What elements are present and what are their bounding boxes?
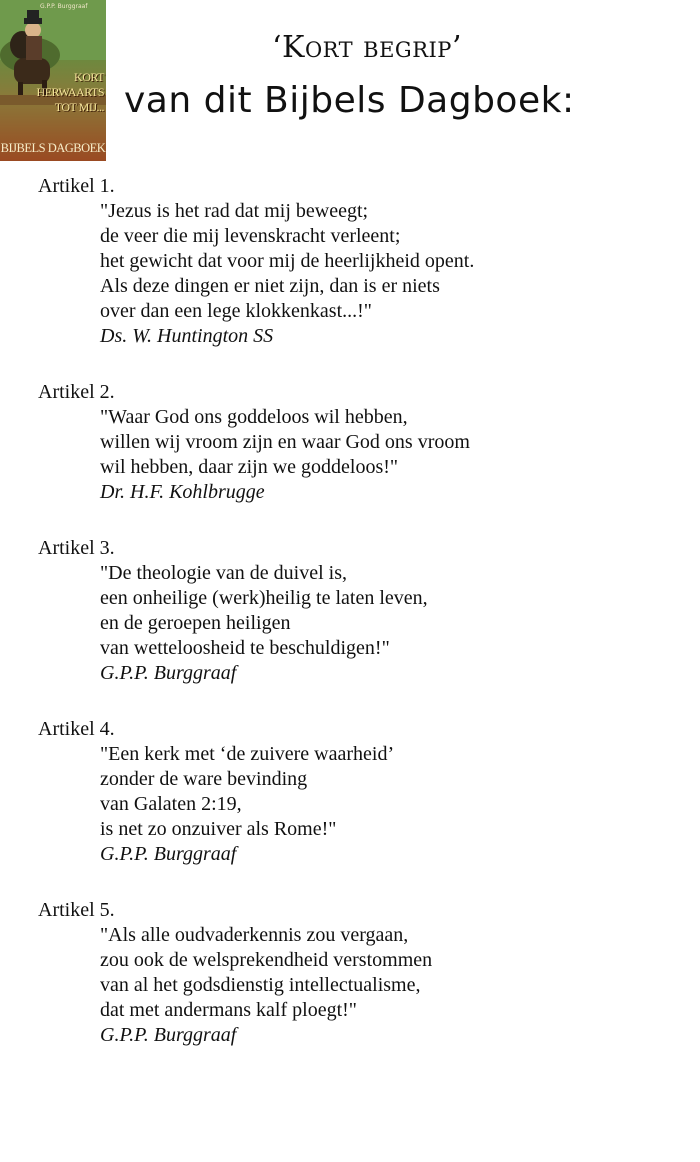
cover-subtitle: BIJBELS DAGBOEK	[0, 141, 106, 155]
quote-line: willen wij vroom zijn en waar God ons vroom	[100, 431, 470, 453]
quote-line: zonder de ware bevinding	[100, 768, 308, 790]
cover-author: G.P.P. Burggraaf	[40, 3, 88, 10]
article-heading: Artikel 2.	[38, 381, 115, 403]
quote-author: G.P.P. Burggraaf	[100, 1024, 237, 1046]
quote-line: wil hebben, daar zijn we goddeloos!"	[100, 456, 399, 478]
cover-title-line: KORT	[74, 70, 104, 84]
book-cover-image	[0, 0, 106, 161]
article-heading: Artikel 3.	[38, 537, 115, 559]
quote-author: G.P.P. Burggraaf	[100, 662, 237, 684]
quote-line: van wetteloosheid te beschuldigen!"	[100, 637, 390, 659]
articles-list	[38, 174, 678, 1079]
quote-line: is net zo onzuiver als Rome!"	[100, 818, 337, 840]
cover-title	[34, 70, 104, 115]
quote-line: van Galaten 2:19,	[100, 793, 242, 815]
article-quote	[100, 561, 678, 686]
quote-line: "Jezus is het rad dat mij beweegt;	[100, 200, 369, 222]
quote-author: Dr. H.F. Kohlbrugge	[100, 481, 265, 503]
quote-line: "De theologie van de duivel is,	[100, 562, 347, 584]
quote-line: Als deze dingen er niet zijn, dan is er niets	[100, 275, 440, 297]
article	[38, 717, 678, 867]
cover-title-line: HERWAARTS	[36, 85, 104, 99]
quote-line: "Als alle oudvaderkennis zou vergaan,	[100, 924, 409, 946]
quote-line: zou ook de welsprekendheid verstommen	[100, 949, 433, 971]
quote-author: Ds. W. Huntington SS	[100, 325, 274, 347]
quote-line: dat met andermans kalf ploegt!"	[100, 999, 357, 1021]
article	[38, 380, 678, 505]
quote-line: "Waar God ons goddeloos wil hebben,	[100, 406, 408, 428]
quote-line: van al het godsdienstig intellectualisme,	[100, 974, 421, 996]
quote-line: een onheilige (werk)heilig te laten leven,	[100, 587, 428, 609]
article-heading: Artikel 4.	[38, 718, 115, 740]
article-quote	[100, 405, 678, 505]
article-quote	[100, 923, 678, 1048]
article	[38, 898, 678, 1048]
quote-line: over dan een lege klokkenkast...!"	[100, 300, 372, 322]
page-subtitle: van dit Bijbels Dagboek:	[124, 80, 575, 121]
quote-line: de veer die mij levenskracht verleent;	[100, 225, 401, 247]
article	[38, 536, 678, 686]
article-heading: Artikel 5.	[38, 899, 115, 921]
article-quote	[100, 742, 678, 867]
article-heading: Artikel 1.	[38, 175, 115, 197]
article	[38, 174, 678, 349]
cover-title-line: TOT MIJ...	[54, 100, 104, 114]
quote-line: "Een kerk met ‘de zuivere waarheid’	[100, 743, 395, 765]
page-title	[122, 30, 612, 65]
article-quote	[100, 199, 678, 349]
page-title-text: ‘Kort begrip’	[272, 30, 462, 65]
quote-line: en de geroepen heiligen	[100, 612, 291, 634]
quote-line: het gewicht dat voor mij de heerlijkheid opent.	[100, 250, 475, 272]
quote-author: G.P.P. Burggraaf	[100, 843, 237, 865]
